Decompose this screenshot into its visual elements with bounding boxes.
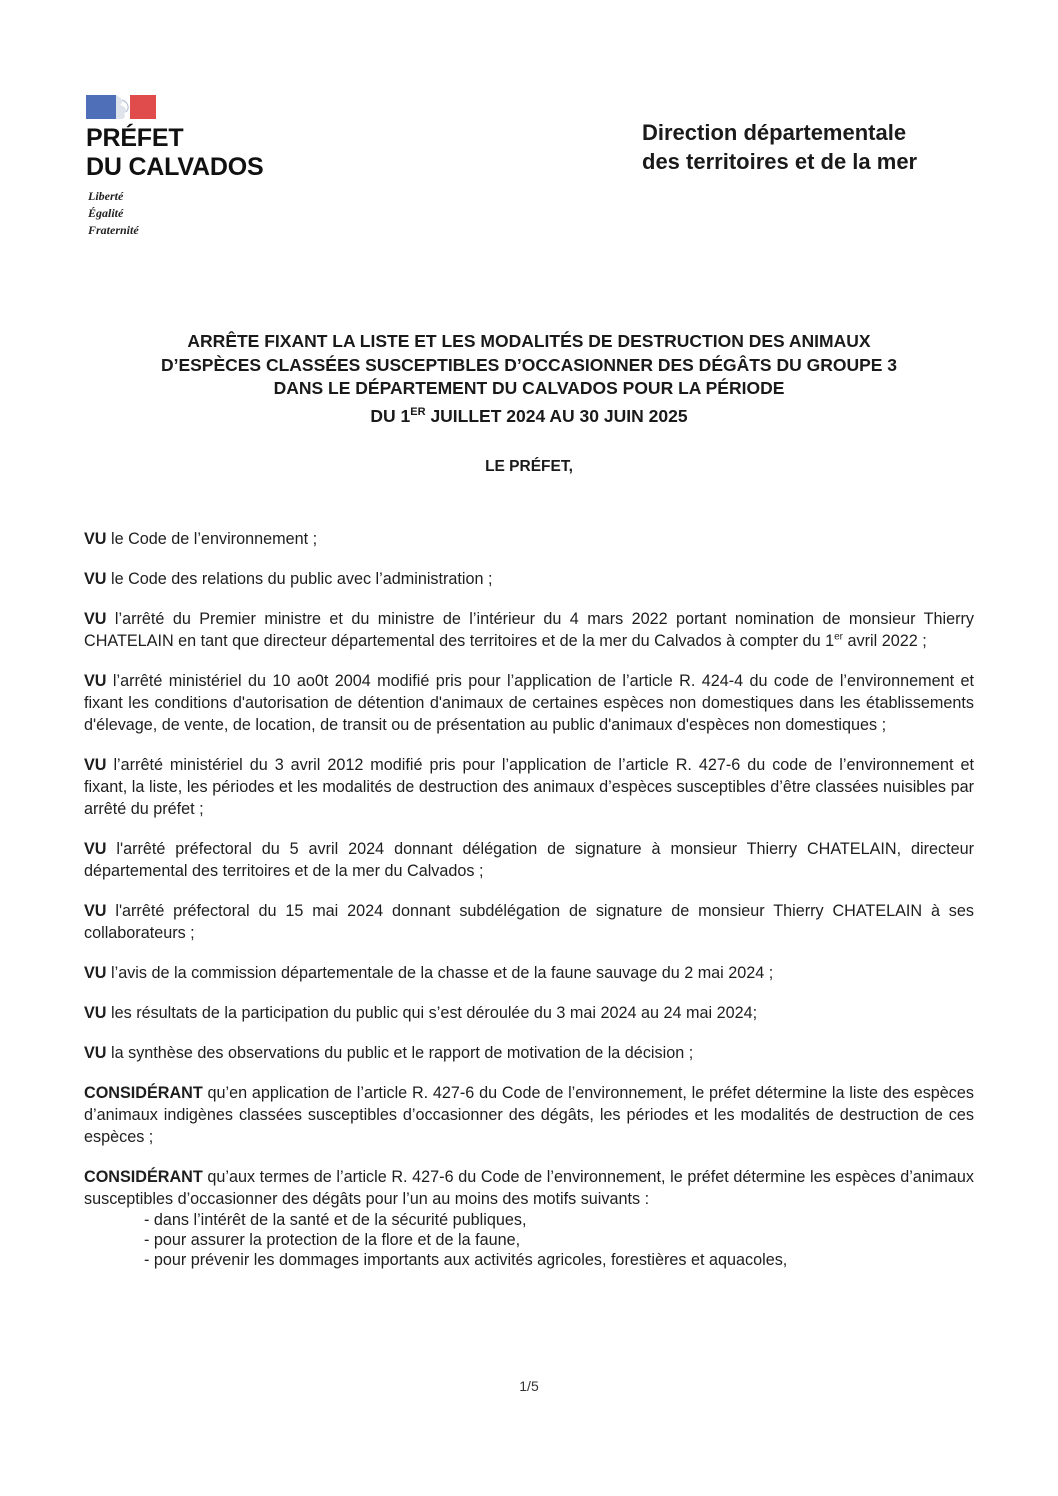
document-title <box>80 330 978 428</box>
title-line-4-pre: DU 1 <box>370 405 411 426</box>
paragraph-text: la synthèse des observations du public et le rapport de motivation de la décision ; <box>106 1044 694 1062</box>
vu-paragraph-5 <box>84 754 974 820</box>
title-line-1: ARRÊTE FIXANT LA LISTE ET LES MODALITÉS DE DESTRUCTION DES ANIMAUX <box>187 331 871 351</box>
republic-motto <box>88 188 139 239</box>
keyword: VU <box>84 570 107 588</box>
keyword: VU <box>84 902 107 920</box>
motifs-list <box>84 1210 974 1270</box>
authority-name <box>86 124 263 182</box>
vu-paragraph-9 <box>84 1002 974 1024</box>
logo-profile <box>116 95 126 119</box>
motto-liberte: Liberté <box>88 189 124 203</box>
le-prefet-heading: LE PRÉFET, <box>485 458 573 475</box>
keyword: VU <box>84 840 107 858</box>
title-line-4 <box>80 401 978 428</box>
title-line-4-post: JUILLET 2024 AU 30 JUIN 2025 <box>425 405 688 426</box>
keyword: VU <box>84 672 107 690</box>
authority-line-1: PRÉFET <box>86 124 184 152</box>
keyword: CONSIDÉRANT <box>84 1084 203 1102</box>
keyword: VU <box>84 1004 107 1022</box>
marianne-logo <box>86 94 156 120</box>
vu-paragraph-1 <box>84 528 974 550</box>
paragraph-text-after: avril 2022 ; <box>843 632 927 650</box>
keyword: VU <box>84 964 107 982</box>
authority-line-2: DU CALVADOS <box>86 153 264 181</box>
logo-blue-band <box>86 95 116 119</box>
vu-paragraph-4 <box>84 670 974 736</box>
title-line-3: DANS LE DÉPARTEMENT DU CALVADOS POUR LA PÉRIODE <box>273 378 785 398</box>
list-item: - pour assurer la protection de la flore et de la faune, <box>144 1231 521 1249</box>
list-item: - pour prévenir les dommages importants aux activités agricoles, forestières et aquacoles, <box>144 1251 788 1269</box>
paragraph-text: l'arrêté préfectoral du 15 mai 2024 donnant subdélégation de signature de monsieur Thierry CHATELAIN à ses collaborateurs ; <box>84 902 974 942</box>
keyword: CONSIDÉRANT <box>84 1168 203 1186</box>
paragraph-text: l’avis de la commission départementale de la chasse et de la faune sauvage du 2 mai 2024 ; <box>106 964 774 982</box>
vu-paragraph-6 <box>84 838 974 882</box>
list-item: - dans l’intérêt de la santé et de la sécurité publiques, <box>144 1211 527 1229</box>
paragraph-text: les résultats de la participation du public qui s’est déroulée du 3 mai 2024 au 24 mai 2024; <box>106 1004 758 1022</box>
paragraph-text: l'arrêté préfectoral du 5 avril 2024 donnant délégation de signature à monsieur Thierry CHATELAIN, directeur départemental des territoires et de la mer du Calvados ; <box>84 840 974 880</box>
vu-paragraph-3 <box>84 608 974 652</box>
paragraph-text: qu’aux termes de l’article R. 427-6 du Code de l’environnement, le préfet détermine les espèces d’animaux susceptibles d’occasionner des dégâts pour l’un au moins des motifs suivants : <box>84 1168 974 1208</box>
motto-fraternite: Fraternité <box>88 223 139 237</box>
paragraph-text: l’arrêté ministériel du 10 ao0t 2004 modifié pris pour l’application de l’article R. 424-4 du code de l’environnement et fixant les conditions d'autorisation de détention d'animaux de certaines espèces non domestiques dans les établissements d'élevage, de vente, de location, de transit ou de présentation au public d'animaux d'espèces non domestiques ; <box>84 672 974 734</box>
considerant-paragraph-1 <box>84 1082 974 1148</box>
vu-paragraph-10 <box>84 1042 974 1064</box>
motto-egalite: Égalité <box>88 206 124 220</box>
vu-paragraph-2 <box>84 568 974 590</box>
paragraph-text: qu’en application de l’article R. 427-6 du Code de l’environnement, le préfet détermine la liste des espèces d’animaux indigènes classées susceptibles d’occasionner des dégâts, les périodes et les modalités de destruction de ces espèces ; <box>84 1084 974 1146</box>
vu-paragraph-8 <box>84 962 974 984</box>
keyword: VU <box>84 1044 107 1062</box>
paragraph-text: le Code de l’environnement ; <box>106 530 318 548</box>
document-body <box>84 528 974 1270</box>
issuing-direction <box>642 118 972 176</box>
superscript: er <box>834 631 844 643</box>
vu-paragraph-7 <box>84 900 974 944</box>
direction-line-1: Direction départementale <box>642 120 907 145</box>
page-number: 1/5 <box>519 1378 539 1394</box>
considerant-paragraph-2 <box>84 1166 974 1210</box>
title-line-4-sup: ER <box>410 405 426 418</box>
keyword: VU <box>84 530 107 548</box>
logo-red-band <box>130 95 156 119</box>
paragraph-text: le Code des relations du public avec l’administration ; <box>106 570 493 588</box>
direction-line-2: des territoires et de la mer <box>642 149 918 174</box>
paragraph-text: l’arrêté du Premier ministre et du ministre de l’intérieur du 4 mars 2022 portant nomination de monsieur Thierry CHATELAIN en tant que directeur départemental des territoires et de la mer du Calvados à compter du 1 <box>84 610 974 650</box>
keyword: VU <box>84 610 107 628</box>
paragraph-text: l’arrêté ministériel du 3 avril 2012 modifié pris pour l’application de l’article R. 427-6 du code de l’environnement et fixant, la liste, les périodes et les modalités de destruction des animaux d’espèces susceptibles d’être classées nuisibles par arrêté du préfet ; <box>84 756 974 818</box>
keyword: VU <box>84 756 107 774</box>
title-line-2: D’ESPÈCES CLASSÉES SUSCEPTIBLES D’OCCASIONNER DES DÉGÂTS DU GROUPE 3 <box>160 354 898 375</box>
